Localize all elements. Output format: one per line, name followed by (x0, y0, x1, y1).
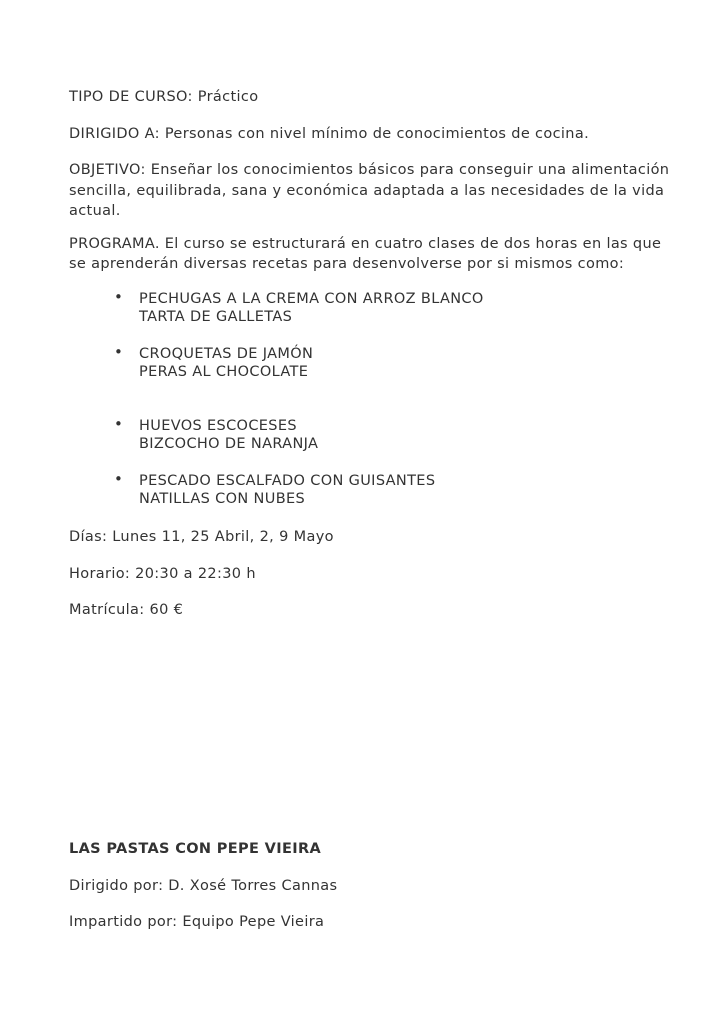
menu-dessert: NATILLAS CON NUBES (139, 491, 306, 507)
course-fee: Matrícula: 60 € (69, 602, 184, 618)
program-line: PROGRAMA. El curso se estructurará en cuatro clases de dos horas en las que (69, 236, 662, 252)
menu-dish: PESCADO ESCALFADO CON GUISANTES (139, 473, 436, 489)
menu-dish: HUEVOS ESCOCESES (139, 418, 297, 434)
menu-dish: CROQUETAS DE JAMÓN (139, 346, 314, 362)
course-schedule: Horario: 20:30 a 22:30 h (69, 566, 256, 582)
section-title: LAS PASTAS CON PEPE VIEIRA (69, 841, 322, 857)
bullet-icon: • (114, 288, 124, 306)
menu-dessert: TARTA DE GALLETAS (139, 309, 293, 325)
objective-line: sencilla, equilibrada, sana y económica adaptada a las necesidades de la vida (69, 183, 665, 199)
course-days: Días: Lunes 11, 25 Abril, 2, 9 Mayo (69, 529, 334, 545)
bullet-icon: • (114, 343, 124, 361)
menu-dessert: BIZCOCHO DE NARANJA (139, 436, 319, 452)
course-type: TIPO DE CURSO: Práctico (69, 89, 259, 105)
target-audience: DIRIGIDO A: Personas con nivel mínimo de conocimientos de cocina. (69, 126, 590, 142)
bullet-icon: • (114, 415, 124, 433)
directed-by: Dirigido por: D. Xosé Torres Cannas (69, 878, 338, 894)
menu-dessert: PERAS AL CHOCOLATE (139, 364, 309, 380)
objective-line: actual. (69, 203, 121, 219)
program-line: se aprenderán diversas recetas para desenvolverse por si mismos como: (69, 256, 625, 272)
objective-line: OBJETIVO: Enseñar los conocimientos básicos para conseguir una alimentación (69, 162, 670, 178)
taught-by: Impartido por: Equipo Pepe Vieira (69, 914, 325, 930)
menu-dish: PECHUGAS A LA CREMA CON ARROZ BLANCO (139, 291, 484, 307)
bullet-icon: • (114, 470, 124, 488)
